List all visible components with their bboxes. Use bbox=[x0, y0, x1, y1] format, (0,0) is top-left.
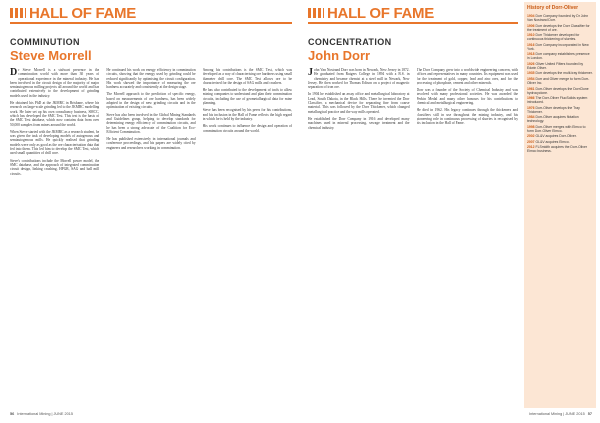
history-entry bbox=[527, 77, 593, 85]
history-year: 1926 bbox=[527, 61, 535, 66]
paragraph: The Morrell approach to the prediction of specific energy, based on measurements of ore hardness, has been widely adopted in the design of new grinding circuits and in the optimisation of existing circuits. bbox=[106, 92, 196, 110]
history-entry bbox=[527, 62, 593, 70]
article-body bbox=[308, 68, 518, 402]
history-text: The Dorr-Oliver FluoSolids system introduced. bbox=[527, 96, 588, 105]
history-year: 1904 bbox=[527, 14, 535, 18]
history-text: GL&V acquires Dorr-Oliver. bbox=[535, 134, 577, 139]
history-entry bbox=[527, 125, 593, 133]
history-year: 1910 bbox=[527, 33, 535, 38]
history-text: Dorr Company incorporated in New York. bbox=[527, 42, 589, 51]
history-year: 1918 bbox=[527, 52, 535, 57]
paragraph: He continued his work on energy efficiency in comminution circuits, showing that the energy used by grinding could be reduced significantly by optimising the circuit configuration. His work showed the importance of measuring the ore hardness accurately and consistently at the design stage. bbox=[106, 68, 196, 90]
history-entry bbox=[527, 106, 593, 114]
history-entry bbox=[527, 96, 593, 104]
hall-of-fame-header bbox=[10, 5, 136, 21]
honoree-name: Steve Morrell bbox=[10, 48, 92, 63]
paragraph: Steve has been recognised by his peers for his contributions, and his inclusion in the Hall of Fame reflects the high regard in which he is held by the industry. bbox=[202, 108, 292, 121]
stripes-icon bbox=[308, 8, 324, 18]
history-text: Dorr develops the Dorr Classifier for the treatment of ore. bbox=[527, 23, 590, 32]
history-year: 1935 bbox=[527, 71, 535, 76]
paragraph: He obtained his PhD at the JKMRC in Brisbane, where his research on large-scale grinding led to the JKMRC modelling work. He later set up his own consultancy business, SMCC, which has developed the SMC Test. This test is the basis of the SMC Test database, which now contains data from over 50,000 samples from mines around the world. bbox=[10, 101, 100, 127]
paragraph: Dorr was a founder of the Society of Chemical Industry and was involved with many professional societies. He was awarded the Perkin Medal and many other honours for his contributions to chemical and metallurgical engineering. bbox=[416, 88, 518, 106]
header-text: HALL OF FAME bbox=[29, 4, 136, 22]
header-rule bbox=[308, 22, 518, 24]
history-text: Dorr-Oliver acquires flotation technology. bbox=[527, 115, 579, 124]
history-entry bbox=[527, 87, 593, 95]
right-page bbox=[300, 0, 600, 423]
paragraph: The Dorr Company grew into a worldwide engineering concern, with offices and representatives in many countries. Its equipment was used for the treatment of gold, copper, lead and zinc ores, and for the processing of phosphate, cement and other minerals. bbox=[416, 68, 518, 85]
history-year: 1966 bbox=[527, 96, 535, 101]
hall-of-fame-header bbox=[308, 5, 434, 21]
history-entry bbox=[527, 145, 593, 153]
article-column bbox=[10, 68, 99, 402]
article-column bbox=[308, 68, 410, 402]
paragraph: Steve has also been involved in the Global Mining Standards and Guidelines group, helping to develop standards for determining energy efficiency of comminution circuits, and he has been a strong advocate of the Coalition for Eco-Efficient Comminution. bbox=[106, 112, 196, 134]
paragraph: He died in 1962. His legacy continues through the thickeners and classifiers still in use throughout the mining industry, and his pioneering role in continuous processing of slurries is recognised by his inclusion in the Hall of Fame. bbox=[416, 108, 518, 126]
history-text: Dorr develops the multi-tray thickener. bbox=[535, 71, 593, 76]
history-sidebar bbox=[524, 2, 596, 408]
history-entry bbox=[527, 43, 593, 51]
history-entry bbox=[527, 33, 593, 41]
section-kicker: COMMINUTION bbox=[10, 37, 80, 47]
page-number: 57 bbox=[587, 412, 592, 416]
history-text: Dorr-Oliver develops the DorrClone hydrocyclone. bbox=[527, 86, 589, 95]
header-rule bbox=[10, 22, 292, 24]
paragraph: Among his contributions is the SMC Test, which was developed as a way of characterising ore hardness using small diameter drill core. The SMC Test allows ore to be characterised for the design of SAG mills and crushers. bbox=[202, 68, 292, 85]
history-year: 1916 bbox=[527, 42, 535, 47]
paragraph: Steve's contributions include the Morrell power model, the SMC database, and the approach of integrated comminution circuit design, linking crushing, HPGR, SAG and ball mill circuits. bbox=[10, 158, 100, 176]
history-text: Dorr company establishes presence in London. bbox=[527, 52, 590, 61]
article-column bbox=[203, 68, 292, 402]
paragraph: He has also contributed to the development of tools to allow mining companies to understand and plan their comminution circuits, including the use of geometallurgical data for mine planning. bbox=[202, 88, 292, 106]
paragraph: When Steve started with the JKMRC as a research student, he was given the task of developing models of autogenous and semiautogenous mills. He quickly realised that grinding models were only as good as the ore characterisation data that fed into them. This led him to develop the SMC Test, which used small quantities of drill core. bbox=[10, 129, 100, 156]
history-text: Dorr Thickener developed for continuous thickening of slurries. bbox=[527, 33, 580, 42]
header-text: HALL OF FAME bbox=[327, 4, 434, 22]
sidebar-entries bbox=[527, 14, 593, 154]
history-entry bbox=[527, 134, 593, 138]
article-column bbox=[106, 68, 195, 402]
section-kicker: CONCENTRATION bbox=[308, 37, 392, 47]
paragraph: He established the Dorr Company in 1916 and developed many machines used in mineral processing, sewage treatment and the chemical industry. bbox=[308, 116, 410, 130]
paragraph: Dr Steve Morrell is a stalwart presence in the comminution world with more than 30 years of operational experience in the mineral industry. He has been involved in the circuit design of the majority of major semiautogenous milling projects all around the world and has contributed extensively to the development of grinding models used in the industry. bbox=[10, 68, 100, 98]
history-year: 2002 bbox=[527, 134, 535, 139]
paragraph: In 1904 he established an assay office and metallurgical laboratory at Lead, South Dakota, in the Black Hills. There he invented the Dorr Classifier, a mechanical device for separating fine from coarse material. This was followed by the Dorr Thickener, which changed metallurgical practice and the way mills operated. bbox=[308, 92, 410, 114]
history-entry bbox=[527, 52, 593, 60]
page-number: 56 bbox=[10, 412, 15, 416]
history-year: 1976 bbox=[527, 105, 535, 110]
history-year: 1984 bbox=[527, 115, 535, 120]
history-text: Oliver United Filters founded by Edwin Oliver. bbox=[527, 61, 584, 70]
history-entry bbox=[527, 140, 593, 144]
history-year: 1998 bbox=[527, 124, 535, 129]
article-body bbox=[10, 68, 292, 402]
history-entry bbox=[527, 14, 593, 22]
history-text: FLSmidth acquires the Dorr-Oliver Eimco business. bbox=[527, 145, 587, 154]
history-year: 2007 bbox=[527, 139, 535, 144]
stripes-icon bbox=[10, 8, 26, 18]
history-text: GL&V acquires Eimco. bbox=[535, 139, 570, 144]
history-entry bbox=[527, 115, 593, 123]
history-year: 1906 bbox=[527, 23, 535, 28]
history-text: Dorr and Oliver merge to form Dorr-Oliver Inc. bbox=[527, 76, 590, 86]
article-column bbox=[417, 68, 519, 402]
history-entry bbox=[527, 71, 593, 75]
history-year: 2012 bbox=[527, 145, 535, 150]
publication-line: International Mining | JUNE 2015 bbox=[529, 412, 585, 416]
page-footer bbox=[529, 412, 592, 416]
paragraph: John Van Nostrand Dorr was born in Newark, New Jersey in 1872. He graduated from Rutgers College in 1894 with a B.S. in chemistry and became chemist at a steel mill in Newark, New Jersey. He then worked for Thomas Edison on a project of magnetic separation of iron ore. bbox=[308, 68, 410, 90]
history-year: 1961 bbox=[527, 86, 535, 91]
honoree-name: John Dorr bbox=[308, 48, 371, 63]
page-footer bbox=[10, 412, 73, 416]
history-text: Dorr Company founded by Dr John Van Nostrand Dorr. bbox=[527, 14, 589, 23]
sidebar-title: History of Dorr-Oliver bbox=[527, 5, 579, 11]
history-text: Dorr-Oliver merges with Eimco to form Dorr-Oliver Eimco. bbox=[527, 124, 586, 133]
history-text: Dorr-Oliver develops the Tray Thickener. bbox=[527, 105, 580, 114]
publication-line: International Mining | JUNE 2015 bbox=[17, 412, 73, 416]
history-year: 1954 bbox=[527, 76, 535, 81]
paragraph: He has published extensively in international journals and conference proceedings, and his papers are widely cited by engineers and researchers working in comminution. bbox=[106, 137, 196, 150]
history-entry bbox=[527, 24, 593, 32]
paragraph: His work continues to influence the design and operation of comminution circuits around the world. bbox=[202, 124, 292, 133]
